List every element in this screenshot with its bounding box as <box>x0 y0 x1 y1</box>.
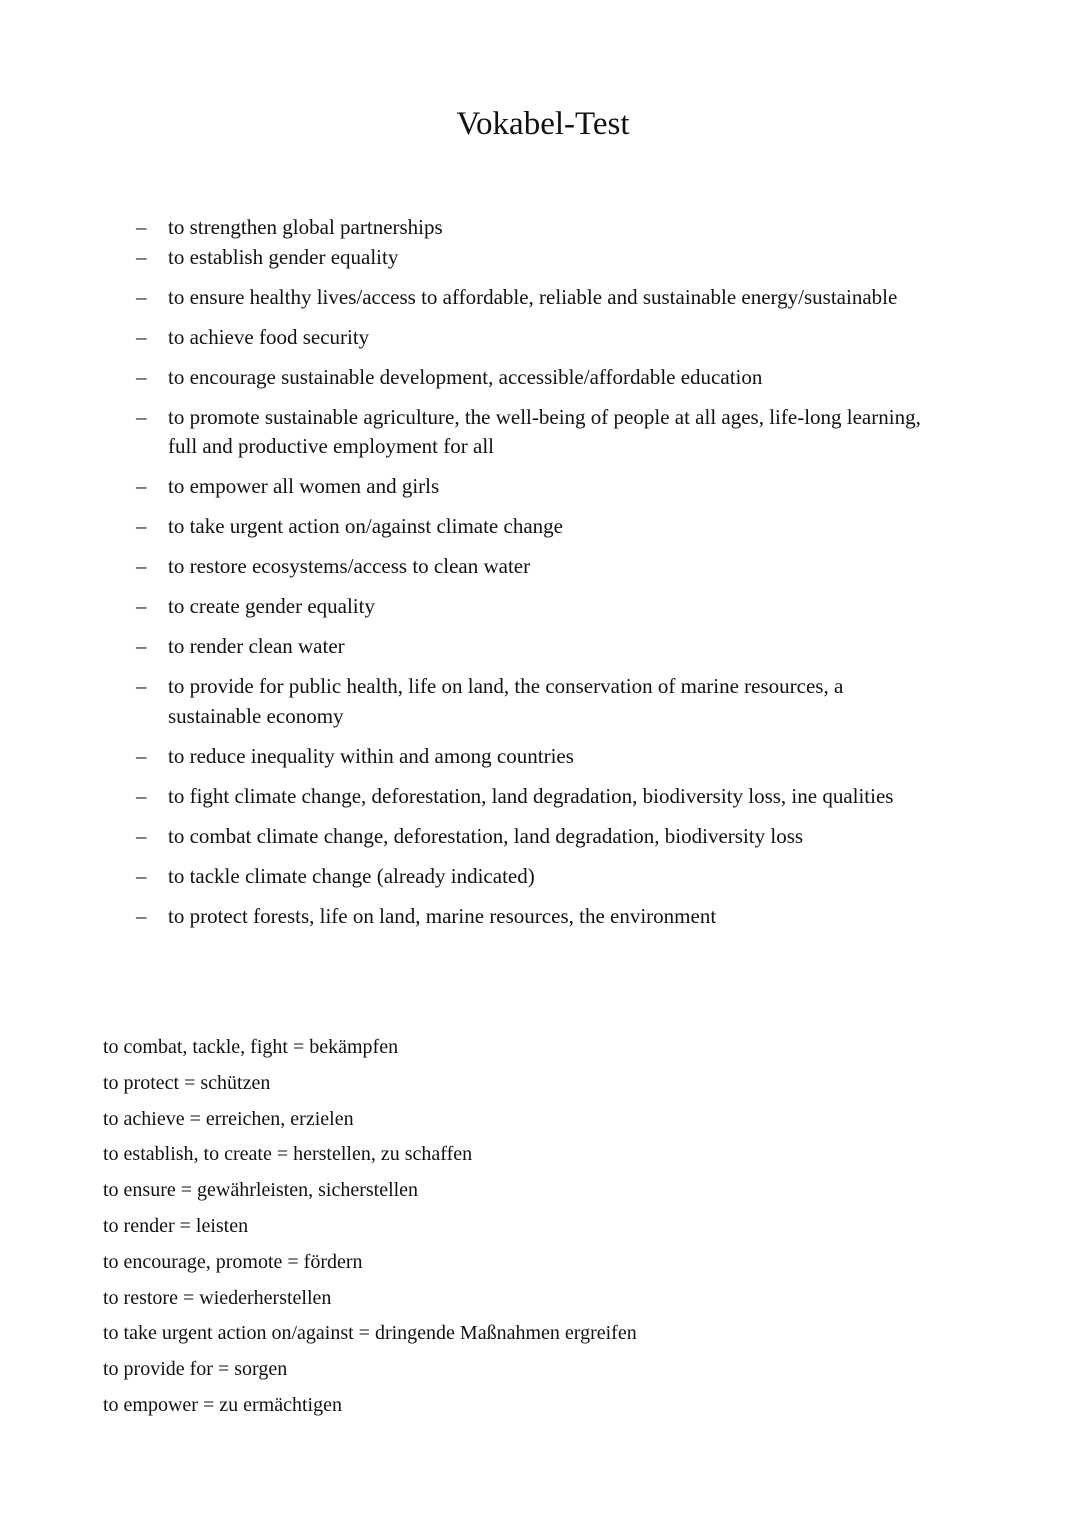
list-item-text: to reduce inequality within and among countries <box>168 743 574 768</box>
dash-bullet: – <box>136 364 147 389</box>
dash-bullet: – <box>136 903 147 928</box>
list-item <box>136 283 936 313</box>
dash-bullet: – <box>136 823 147 848</box>
list-item <box>136 782 936 812</box>
list-item <box>136 472 936 502</box>
vocab-entry: to restore = wiederherstellen <box>103 1286 332 1309</box>
dash-bullet: – <box>136 674 147 698</box>
list-item-text: to ensure healthy lives/access to affordable, reliable and sustainable energy/sustainable <box>168 284 898 309</box>
vocab-entry: to provide for = sorgen <box>103 1358 288 1381</box>
list-item <box>136 512 936 542</box>
list-item-text: to empower all women and girls <box>168 474 440 498</box>
list-item-text: to strengthen global partnerships <box>168 215 443 239</box>
dash-bullet: – <box>136 404 147 429</box>
list-item <box>136 213 936 243</box>
dash-bullet: – <box>136 215 147 239</box>
list-item-text: to combat climate change, deforestation, land degradation, biodiversity loss <box>168 823 804 848</box>
list-item <box>136 862 936 892</box>
list-item-text: to establish gender equality <box>168 244 399 269</box>
list-item-text: to tackle climate change (already indicated) <box>168 863 535 888</box>
dash-bullet: – <box>136 554 147 578</box>
dash-bullet: – <box>136 594 147 618</box>
dash-bullet: – <box>136 634 147 658</box>
list-item <box>136 822 936 852</box>
list-item <box>136 672 936 731</box>
list-item-text: to restore ecosystems/access to clean water <box>168 554 531 578</box>
list-item <box>136 742 936 772</box>
list-item <box>136 363 936 393</box>
list-item <box>136 403 936 462</box>
list-item <box>136 243 936 273</box>
dash-bullet: – <box>136 514 147 538</box>
list-item-text: to take urgent action on/against climate change <box>168 514 563 538</box>
list-item <box>136 592 936 622</box>
list-item-text: to encourage sustainable development, accessible/affordable education <box>168 364 763 389</box>
list-item-text: to protect forests, life on land, marine resources, the environment <box>168 903 717 928</box>
list-item-text: to provide for public health, life on land, the conservation of marine resources, a sustainable economy <box>168 674 844 728</box>
vocab-entry: to establish, to create = herstellen, zu schaffen <box>103 1143 473 1166</box>
list-item-text: to achieve food security <box>168 324 370 349</box>
page-title: Vokabel-Test <box>456 106 630 142</box>
list-item-text: to render clean water <box>168 634 345 658</box>
goal-phrase-list <box>136 213 936 942</box>
vocabulary-list <box>103 1032 903 1426</box>
dash-bullet: – <box>136 783 147 808</box>
vocab-entry: to combat, tackle, fight = bekämpfen <box>103 1036 399 1058</box>
vocab-entry: to take urgent action on/against = dringende Maßnahmen ergreifen <box>103 1322 637 1345</box>
vocab-entry: to empower = zu ermächtigen <box>103 1393 342 1416</box>
dash-bullet: – <box>136 324 147 349</box>
dash-bullet: – <box>136 474 147 498</box>
vocab-entry: to protect = schützen <box>103 1071 271 1094</box>
dash-bullet: – <box>136 244 147 269</box>
vocab-entry: to ensure = gewährleisten, sicherstellen <box>103 1179 419 1202</box>
vocab-entry: to achieve = erreichen, erzielen <box>103 1107 354 1130</box>
list-item <box>136 552 936 582</box>
list-item <box>136 632 936 662</box>
dash-bullet: – <box>136 284 147 309</box>
list-item-text: to create gender equality <box>168 594 375 618</box>
list-item <box>136 323 936 353</box>
vocab-entry: to render = leisten <box>103 1214 249 1237</box>
dash-bullet: – <box>136 743 147 768</box>
list-item <box>136 902 936 932</box>
list-item-text: to promote sustainable agriculture, the well-being of people at all ages, life-long learning, full and productive employment for all <box>168 404 921 458</box>
vocab-entry: to encourage, promote = fördern <box>103 1250 363 1273</box>
list-item-text: to fight climate change, deforestation, land degradation, biodiversity loss, ine qualities <box>168 783 894 808</box>
dash-bullet: – <box>136 863 147 888</box>
